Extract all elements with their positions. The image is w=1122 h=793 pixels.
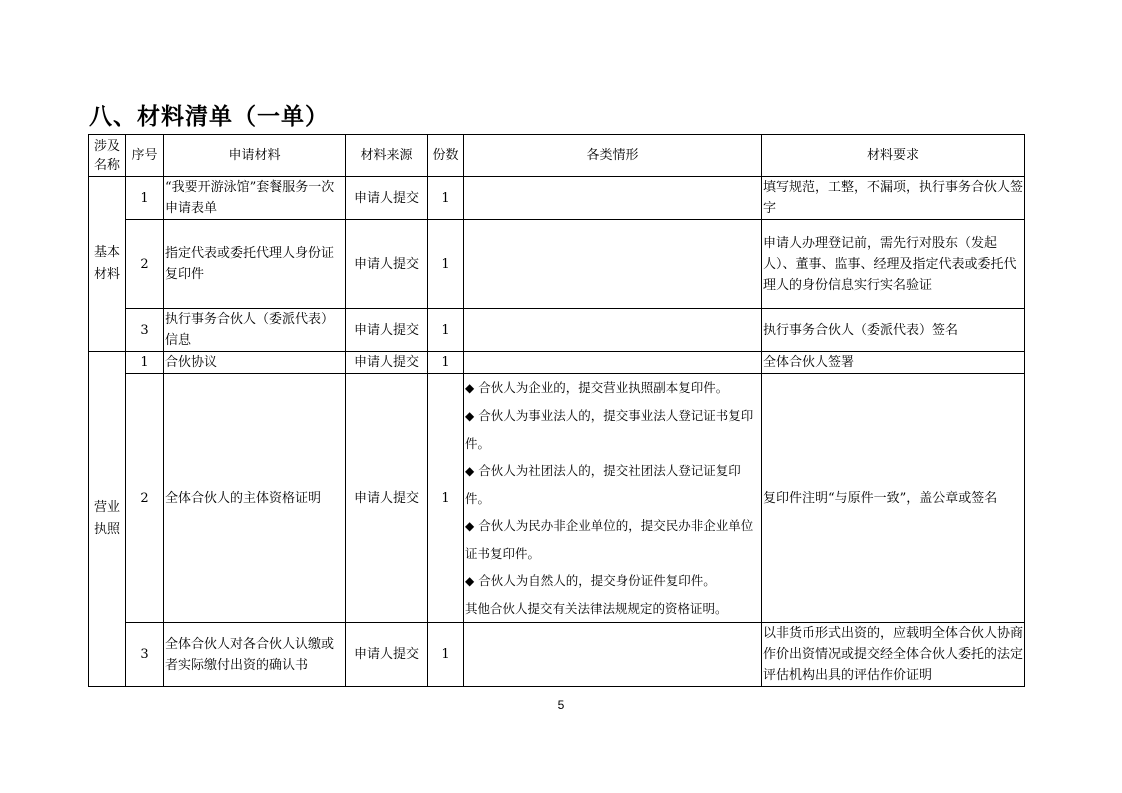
requirement-cell: 以非货币形式出资的，应载明全体合伙人协商作价出资情况或提交经全体合伙人委托的法定评估机构出具的评估作价证明 (762, 623, 1025, 687)
table-row (89, 623, 1025, 687)
situation-note: 其他合伙人提交有关法律法规规定的资格证明。 (465, 601, 728, 616)
situation-item: ◆ 合伙人为自然人的，提交身份证件复印件。 (465, 573, 716, 588)
page-title: 八、材料清单（一单） (89, 104, 329, 130)
material-cell: 执行事务合伙人（委派代表）信息 (164, 309, 346, 352)
diamond-bullet-icon: ◆ (465, 574, 475, 588)
diamond-bullet-icon: ◆ (465, 519, 475, 533)
header-seq: 序号 (126, 135, 164, 177)
requirement-cell: 复印件注明“与原件一致”，盖公章或签名 (762, 374, 1025, 623)
material-cell: “我要开游泳馆”套餐服务一次申请表单 (164, 177, 346, 220)
diamond-bullet-icon: ◆ (465, 409, 475, 423)
header-category: 涉及名称 (89, 135, 126, 177)
header-source: 材料来源 (346, 135, 428, 177)
copies-cell: 1 (428, 177, 464, 220)
material-cell: 全体合伙人的主体资格证明 (164, 374, 346, 623)
category-cell (89, 177, 126, 352)
situation-item: ◆ 合伙人为企业的，提交营业执照副本复印件。 (465, 380, 729, 395)
header-requirements: 材料要求 (762, 135, 1025, 177)
situation-item: ◆ 合伙人为社团法人的，提交社团法人登记证复印件。 (465, 463, 741, 506)
copies-cell: 1 (428, 220, 464, 309)
copies-cell: 1 (428, 374, 464, 623)
page-number: 5 (557, 698, 565, 712)
situation-cell (464, 220, 762, 309)
copies-cell: 1 (428, 623, 464, 687)
seq-cell: 1 (126, 177, 164, 220)
table-row (89, 374, 1025, 623)
source-cell: 申请人提交 (346, 309, 428, 352)
header-situations: 各类情形 (464, 135, 762, 177)
copies-cell: 1 (428, 352, 464, 374)
table-row (89, 177, 1025, 220)
diamond-bullet-icon: ◆ (465, 381, 475, 395)
situation-cell (464, 177, 762, 220)
table-row (89, 220, 1025, 309)
source-cell: 申请人提交 (346, 623, 428, 687)
category-label: 基本材料 (93, 245, 120, 282)
material-cell: 指定代表或委托代理人身份证复印件 (164, 220, 346, 309)
seq-cell: 3 (126, 623, 164, 687)
source-cell: 申请人提交 (346, 352, 428, 374)
header-row (89, 135, 1025, 177)
requirement-cell: 申请人办理登记前，需先行对股东（发起人）、董事、监事、经理及指定代表或委托代理人的身份信息实行实名验证 (762, 220, 1025, 309)
category-cell (89, 352, 126, 687)
requirement-cell: 全体合伙人签署 (762, 352, 1025, 374)
table-row (89, 352, 1025, 374)
requirement-cell: 填写规范，工整，不漏项，执行事务合伙人签字 (762, 177, 1025, 220)
seq-cell: 3 (126, 309, 164, 352)
source-cell: 申请人提交 (346, 374, 428, 623)
category-label: 营业执照 (93, 500, 120, 537)
situation-item: ◆ 合伙人为事业法人的，提交事业法人登记证书复印件。 (465, 408, 754, 451)
situation-cell (464, 309, 762, 352)
diamond-bullet-icon: ◆ (465, 464, 475, 478)
seq-cell: 2 (126, 220, 164, 309)
materials-table (88, 134, 1025, 687)
situation-cell (464, 374, 762, 623)
seq-cell: 2 (126, 374, 164, 623)
source-cell: 申请人提交 (346, 220, 428, 309)
material-cell: 全体合伙人对各合伙人认缴或者实际缴付出资的确认书 (164, 623, 346, 687)
seq-cell: 1 (126, 352, 164, 374)
situation-item: ◆ 合伙人为民办非企业单位的，提交民办非企业单位证书复印件。 (465, 518, 754, 561)
situation-cell (464, 352, 762, 374)
header-material: 申请材料 (164, 135, 346, 177)
table-row (89, 309, 1025, 352)
source-cell: 申请人提交 (346, 177, 428, 220)
situation-cell (464, 623, 762, 687)
requirement-cell: 执行事务合伙人（委派代表）签名 (762, 309, 1025, 352)
header-copies: 份数 (428, 135, 464, 177)
copies-cell: 1 (428, 309, 464, 352)
material-cell: 合伙协议 (164, 352, 346, 374)
